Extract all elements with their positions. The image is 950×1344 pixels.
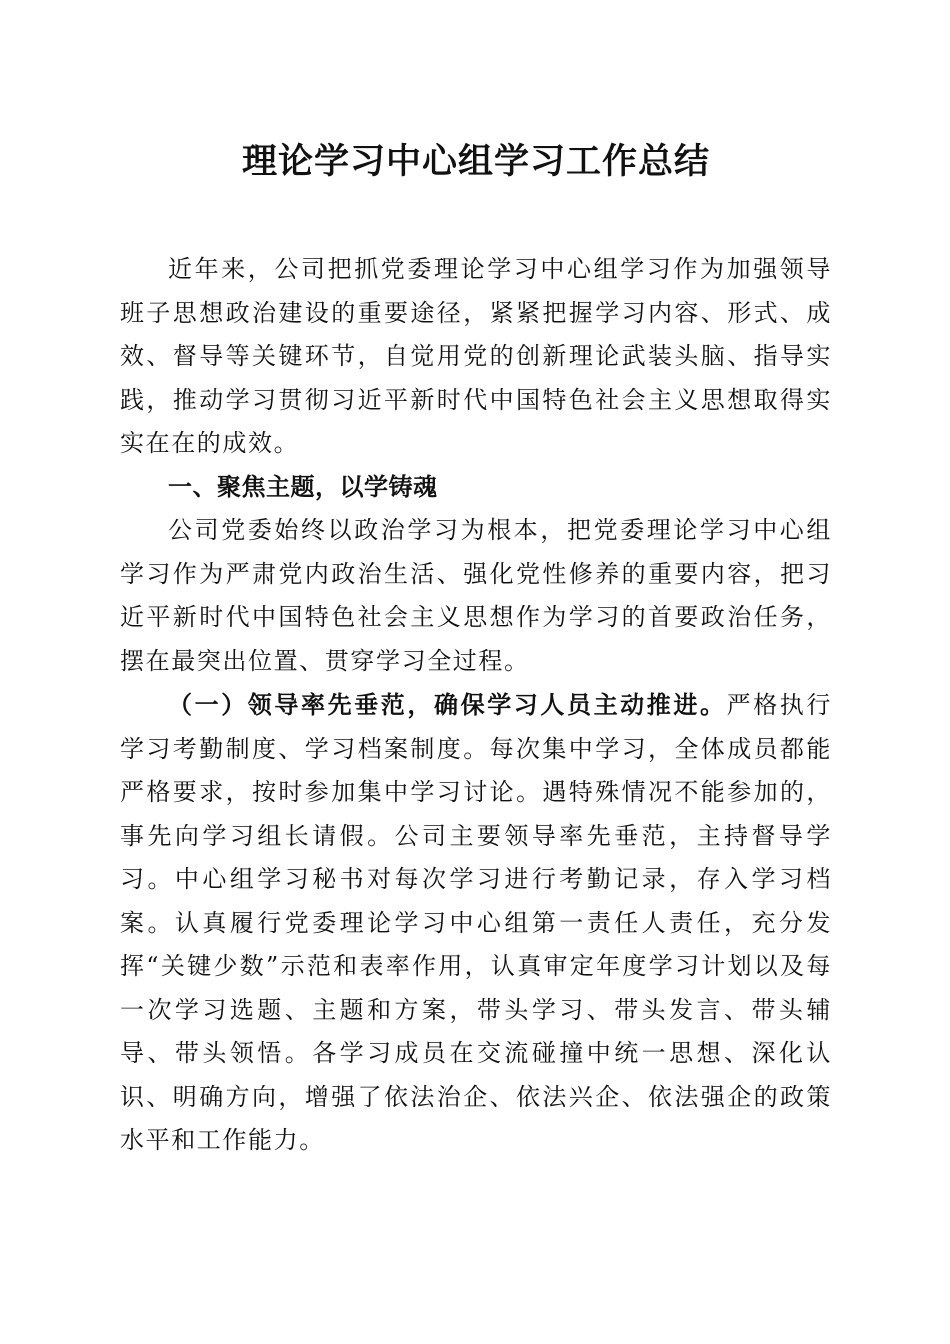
document-page [120,138,832,1163]
subsection-1-body: 严格执行学习考勤制度、学习档案制度。每次集中学习，全体成员都能严格要求，按时参加集中学习讨论。遇特殊情况不能参加的，事先向学习组长请假。公司主要领导率先垂范，主持督导学习。中心组学习秘书对每次学习进行考勤记录，存入学习档案。认真履行党委理论学习中心组第一责任人责任，充分发挥“关键少数”示范和表率作用，认真审定年度学习计划以及每一次学习选题、主题和方案，带头学习、带头发言、带头辅导、带头领悟。各学习成员在交流碰撞中统一思想、深化认识、明确方向，增强了依法治企、依法兴企、依法强企的政策水平和工作能力。 [120,691,832,1154]
intro-paragraph: 近年来，公司把抓党委理论学习中心组学习作为加强领导班子思想政治建设的重要途径，紧紧把握学习内容、形式、成效、督导等关键环节，自觉用党的创新理论武装头脑、指导实践，推动学习贯彻习近平新时代中国特色社会主义思想取得实实在在的成效。 [120,255,832,457]
subsection-1-lead: （一）领导率先垂范，确保学习人员主动推进。 [168,690,727,719]
section-1-paragraph: 公司党委始终以政治学习为根本，把党委理论学习中心组学习作为严肃党内政治生活、强化党性修养的重要内容，把习近平新时代中国特色社会主义思想作为学习的首要政治任务，摆在最突出位置、贯穿学习全过程。 [120,516,832,675]
document-title: 理论学习中心组学习工作总结 [241,141,710,182]
section-heading-1: 一、聚焦主题，以学铸魂 [168,472,438,501]
subsection-1-paragraph [120,683,832,1163]
